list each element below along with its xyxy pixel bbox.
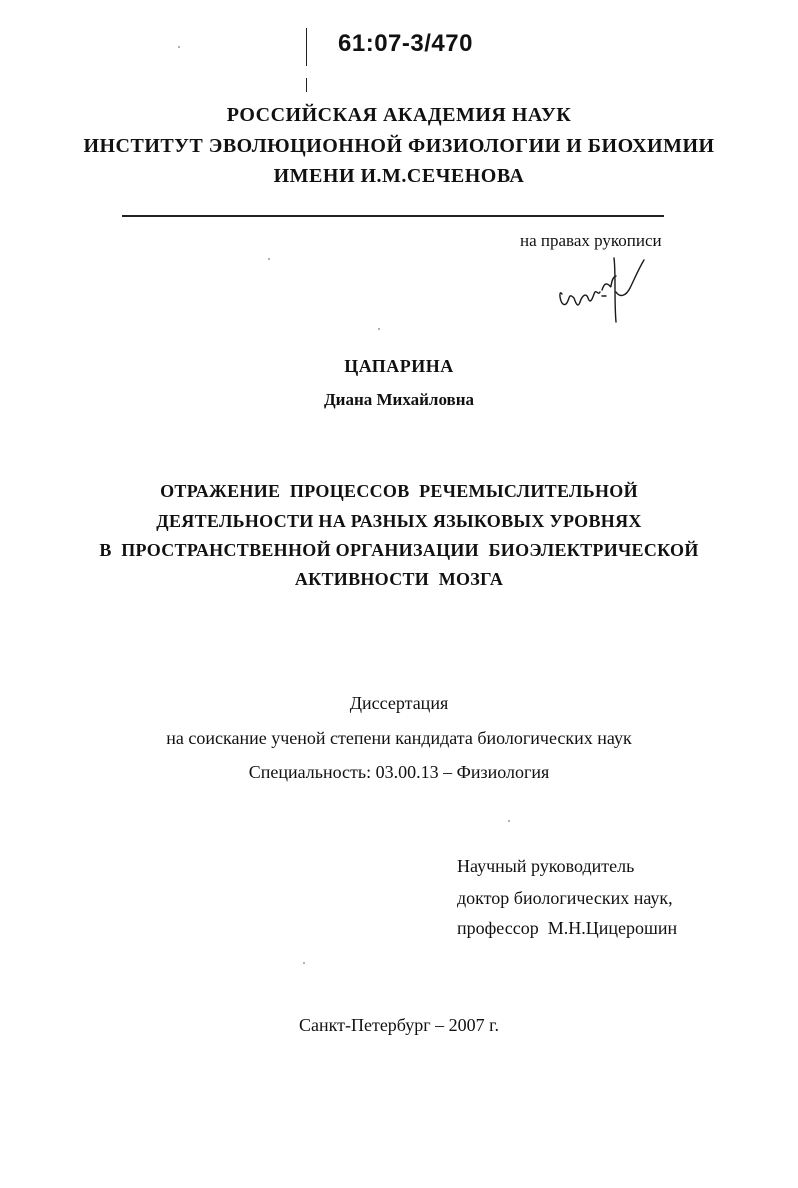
scan-speck xyxy=(303,962,305,964)
manuscript-note: на правах рукописи xyxy=(520,231,662,250)
archive-code: 61:07-3/470 xyxy=(338,30,473,57)
author-given-names: Диана Михайловна xyxy=(323,390,475,409)
supervisor-degree: доктор биологических наук, xyxy=(457,888,673,908)
header-line-1: РОССИЙСКАЯ АКАДЕМИЯ НАУК xyxy=(226,104,572,126)
dissertation-degree: на соискание ученой степени кандидата биологических наук xyxy=(166,728,632,748)
author-surname: ЦАПАРИНА xyxy=(344,356,454,376)
header-line-2: ИНСТИТУТ ЭВОЛЮЦИОННОЙ ФИЗИОЛОГИИ И БИОХИМИИ xyxy=(83,135,715,157)
thesis-title-line-2: ДЕЯТЕЛЬНОСТИ НА РАЗНЫХ ЯЗЫКОВЫХ УРОВНЯХ xyxy=(156,511,642,531)
dissertation-type: Диссертация xyxy=(349,693,449,713)
header-line-3: ИМЕНИ И.М.СЕЧЕНОВА xyxy=(273,165,525,187)
place-year: Санкт-Петербург – 2007 г. xyxy=(298,1015,500,1035)
thesis-title-line-3: В ПРОСТРАНСТВЕННОЙ ОРГАНИЗАЦИИ БИОЭЛЕКТРИЧЕСКОЙ xyxy=(99,540,699,560)
supervisor-role: Научный руководитель xyxy=(457,856,635,876)
margin-mark xyxy=(306,78,307,92)
thesis-title-line-1: ОТРАЖЕНИЕ ПРОЦЕССОВ РЕЧЕМЫСЛИТЕЛЬНОЙ xyxy=(160,481,638,501)
thesis-title-line-4: АКТИВНОСТИ МОЗГА xyxy=(294,569,504,589)
signature xyxy=(540,248,660,328)
header-divider xyxy=(122,215,664,217)
scan-speck xyxy=(178,46,180,48)
supervisor-name: профессор М.Н.Цицерошин xyxy=(457,918,678,938)
scan-speck xyxy=(378,328,380,330)
scan-speck xyxy=(508,820,510,822)
dissertation-specialty: Специальность: 03.00.13 – Физиология xyxy=(248,762,550,782)
scan-speck xyxy=(268,258,270,260)
margin-mark xyxy=(306,28,307,66)
